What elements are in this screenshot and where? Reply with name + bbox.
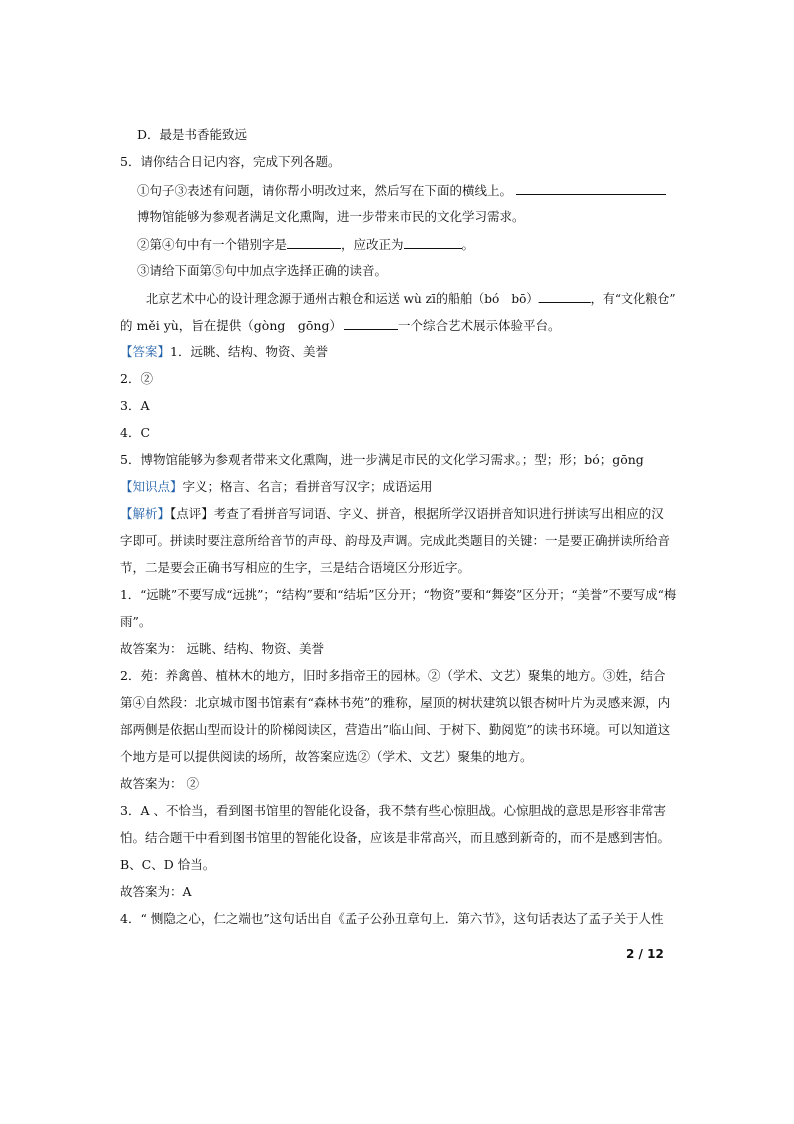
passage-line-2-text-b: 一个综合艺术展示体验平台。 (397, 318, 561, 333)
explanation-2-line-3: 部两侧是依据山型而设计的阶梯阅读区，营造出”临山间、于树下、勤阅览”的读书环境。可以知道这 (120, 722, 671, 737)
answer-1: 1．远眺、结构、物资、美誉 (170, 344, 328, 359)
knowledge-point-line (120, 479, 433, 495)
passage-line-1 (146, 290, 676, 307)
subquestion-2-text-a: ②第④句中有一个错别字是 (137, 237, 288, 252)
explanation-1-line-2: 雨”。 (120, 614, 152, 629)
knowledge-point-tag: 【知识点】 (120, 479, 183, 494)
explanation-1-line-1: 1．“远眺”不要写成“远挑”；“结构”要和“结垢”区分开；“物资”要和“舞姿”区分开；“美誉”不要写成“梅 (120, 587, 677, 602)
subquestion-1 (137, 182, 666, 199)
analysis-line-3: 节，二是要会正确书写相应的生字，三是结合语境区分形近字。 (120, 560, 471, 575)
answer-tag: 【答案】 (120, 344, 171, 359)
passage-line-1-text-b: ，有“文化粮仓” (590, 291, 676, 306)
subquestion-2 (137, 236, 474, 253)
explanation-2-answer: 故答案为： ② (120, 776, 199, 791)
explanation-3-line-1: 3．A 、不恰当，看到图书馆里的智能化设备，我不禁有些心惊胆战。心惊胆战的意思是形容非常害 (120, 803, 666, 818)
passage-line-2 (120, 317, 560, 334)
explanation-2-line-1: 2．苑：养禽兽、植林木的地方，旧时多指帝王的园林。②（学术、文艺）聚集的地方。③姓，结合 (120, 668, 666, 683)
answer-5: 5．博物馆能够为参观者带来文化熏陶，进一步满足市民的文化学习需求。；型；形；bó；gōng (120, 452, 644, 467)
subquestion-2-text-b: ，应改正为 (341, 237, 404, 252)
answer-blank (344, 317, 398, 330)
subquestion-3: ③请给下面第⑤句中加点字选择正确的读音。 (137, 263, 388, 278)
answer-blank (287, 236, 341, 249)
analysis-tag: 【解析】 (120, 506, 171, 521)
option-d: D．最是书香能致远 (137, 127, 248, 142)
answer-line (120, 344, 328, 360)
subquestion-2-text-c: 。 (461, 237, 475, 252)
page-number: 2 / 12 (626, 947, 664, 961)
answer-2: 2．② (120, 371, 153, 386)
analysis-line-2: 字即可。拼读时要注意所给音节的声母、韵母及声调。完成此类题目的关键：一是要正确拼读所给音 (120, 533, 671, 548)
explanation-4-line-1: 4．“ 恻隐之心，仁之端也”这句话出自《孟子公孙丑章句上．第六节》，这句话表达了孟子关于人性 (120, 911, 664, 926)
question-5: 5．请你结合日记内容，完成下列各题。 (120, 154, 341, 169)
explanation-1-answer: 故答案为： 远眺、结构、物资、美誉 (120, 641, 324, 656)
answer-blank (538, 290, 590, 303)
explanation-3-line-2: 怕。结合题干中看到图书馆里的智能化设备，应该是非常高兴，而且感到新奇的，而不是感到害怕。 (120, 830, 671, 845)
explanation-2-line-4: 个地方是可以提供阅读的场所，故答案应选②（学术、文艺）聚集的地方。 (120, 749, 533, 764)
analysis-line-1 (120, 506, 664, 522)
analysis-text: 【点评】考查了看拼音写词语、字义、拼音，根据所学汉语拼音知识进行拼读写出相应的汉 (170, 506, 664, 521)
passage-line-2-text-a: 的 měi yù，旨在提供（gòng gōng） (120, 318, 342, 333)
answer-4: 4．C (120, 425, 151, 440)
explanation-3-line-3: B、C、D 恰当。 (120, 857, 216, 872)
answer-blank (404, 236, 462, 249)
knowledge-point-text: 字义；格言、名言；看拼音写汉字；成语运用 (182, 479, 433, 494)
sentence-to-fix: 博物馆能够为参观者满足文化熏陶，进一步带来市民的文化学习需求。 (137, 209, 525, 224)
answer-3: 3．A (120, 398, 150, 413)
explanation-2-line-2: 第④自然段：北京城市图书馆素有“森林书苑”的雅称，屋顶的树状建筑以银杏树叶片为灵感来源，内 (120, 695, 671, 710)
passage-line-1-text-a: 北京艺术中心的设计理念源于通州古粮仓和运送 wù zī的船舶（bó bō） (146, 291, 539, 306)
answer-blank (516, 182, 666, 195)
subquestion-1-text: ①句子③表述有问题，请你帮小明改过来，然后写在下面的横线上。 (137, 183, 513, 198)
explanation-3-answer: 故答案为：A (120, 884, 192, 899)
